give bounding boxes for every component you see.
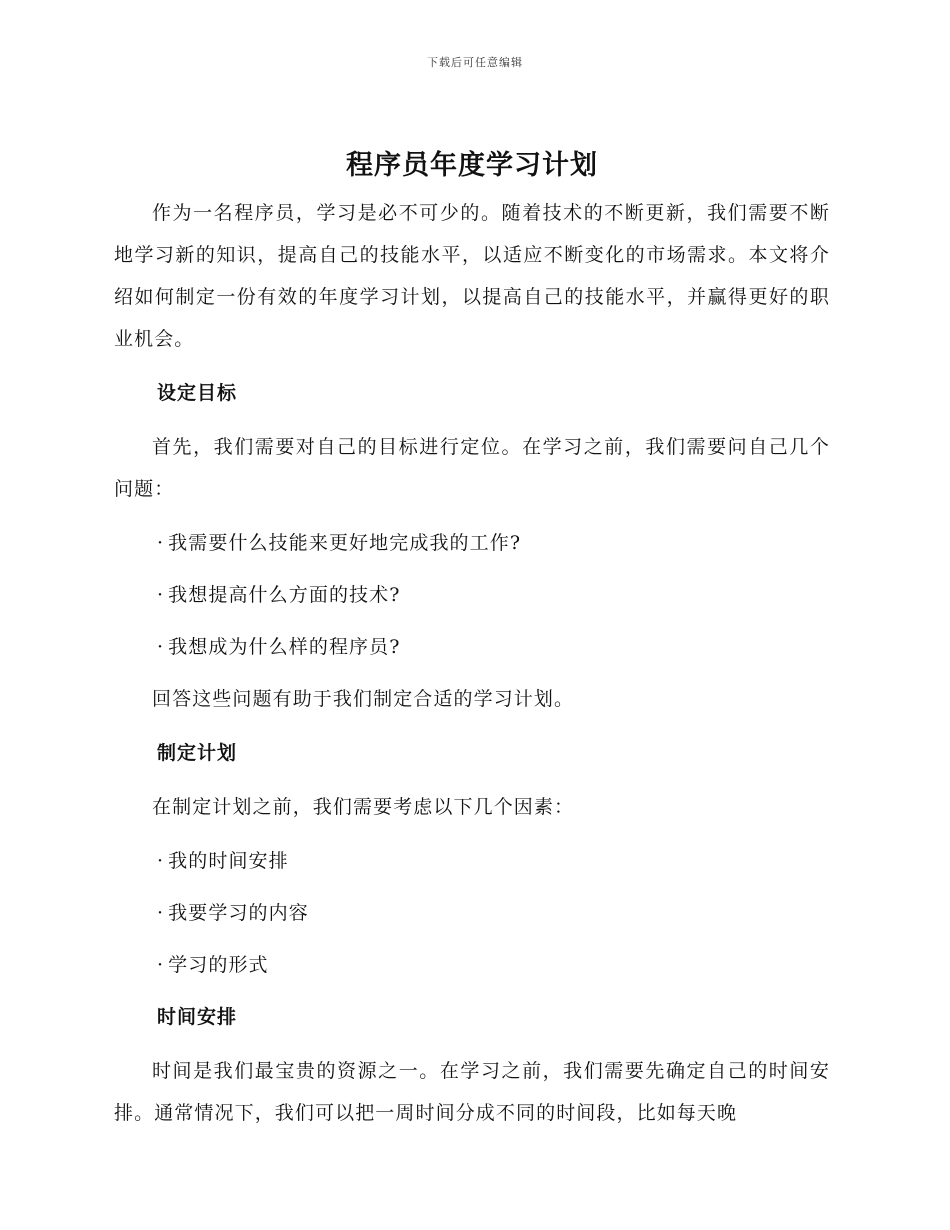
list-item-text: 我的时间安排: [168, 850, 289, 872]
bullet-icon: ·: [157, 954, 165, 976]
list-item-text: 我需要什么技能来更好地完成我的工作?: [168, 532, 522, 554]
section-schedule-paragraph: 时间是我们最宝贵的资源之一。在学习之前，我们需要先确定自己的时间安排。通常情况下，我们可以把一周时间分成不同的时间段，比如每天晚: [114, 1060, 830, 1124]
list-item: [114, 626, 830, 668]
bullet-icon: ·: [157, 532, 165, 554]
section-plan-paragraph: 在制定计划之前，我们需要考虑以下几个因素：: [152, 796, 575, 818]
list-item: [114, 840, 830, 882]
bullet-icon: ·: [157, 902, 165, 924]
list-item: [114, 892, 830, 934]
list-item-text: 我想成为什么样的程序员?: [168, 636, 401, 658]
section-heading-schedule: 时间安排: [157, 1006, 238, 1028]
list-item: [114, 944, 830, 986]
header-note: 下载后可任意编辑: [427, 56, 523, 69]
section-heading-goals: 设定目标: [157, 382, 238, 404]
list-item: [114, 522, 830, 564]
list-item-text: 我要学习的内容: [168, 902, 309, 924]
section-heading-plan: 制定计划: [157, 742, 238, 764]
document-title: 程序员年度学习计划: [346, 150, 598, 181]
bullet-icon: ·: [157, 636, 165, 658]
document-body: [114, 146, 830, 1134]
section-goals-closing: 回答这些问题有助于我们制定合适的学习计划。: [152, 688, 575, 710]
list-item-text: 我想提高什么方面的技术?: [168, 584, 401, 606]
list-item-text: 学习的形式: [168, 954, 269, 976]
bullet-icon: ·: [157, 850, 165, 872]
bullet-icon: ·: [157, 584, 165, 606]
section-goals-paragraph: 首先，我们需要对自己的目标进行定位。在学习之前，我们需要问自己几个问题：: [114, 436, 830, 500]
intro-paragraph: 作为一名程序员，学习是必不可少的。随着技术的不断更新，我们需要不断地学习新的知识，提高自己的技能水平，以适应不断变化的市场需求。本文将介绍如何制定一份有效的年度学习计划，以提高自己的技能水平，并赢得更好的职业机会。: [114, 202, 830, 350]
list-item: [114, 574, 830, 616]
